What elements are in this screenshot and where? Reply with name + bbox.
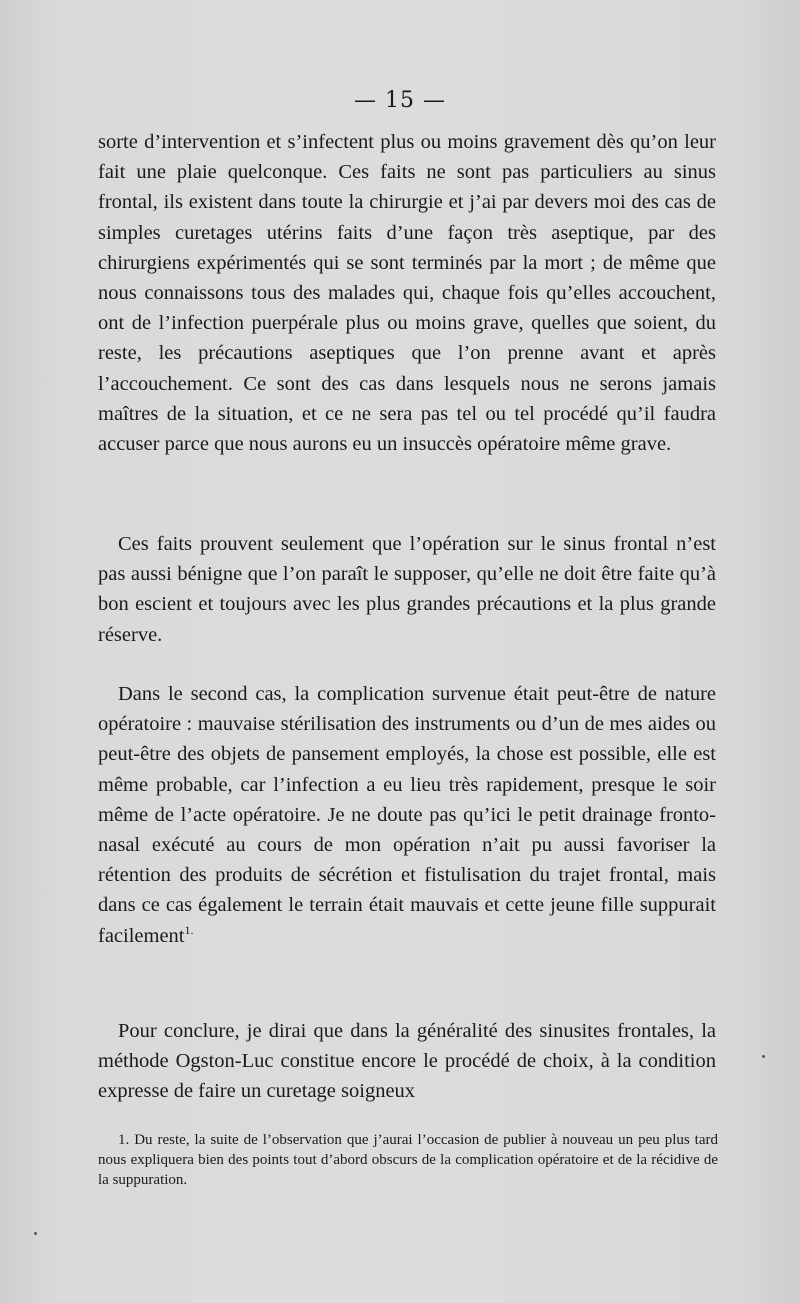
- paper-speck: [762, 1055, 765, 1058]
- paragraph-conclusion-first-case: [98, 529, 716, 650]
- footnote: 1. Du reste, la suite de l’observation que j’aurai l’occasion de publier à nouveau un peu plus tard nous expliquera bien des points tout d’abord obscurs de la complication opératoire et de la récidive de la suppuration.: [98, 1132, 718, 1188]
- footnote-reference: 1.: [184, 922, 194, 937]
- paragraph-text: sorte d’intervention et s’infectent plus ou moins gravement dès qu’on leur fait une plaie quelconque. Ces faits ne sont pas particuliers au sinus frontal, ils existent dans toute la chirurgie et j’ai par devers moi des cas de simples curetages utérins faits d’une façon très aseptique, par des chirurgiens expérimentés qui se sont terminés par la mort ; de même que nous connaissons tous des malades qui, chaque fois qu’elles accouchent, ont de l’infection puerpérale plus ou moins grave, quelles que soient, du reste, les précautions aseptiques que l’on prenne avant et après l’accouchement. Ce sont des cas dans lesquels nous ne serons jamais maîtres de la situation, et ce ne sera pas tel ou tel procédé qu’il faudra accuser parce que nous aurons eu un insuccès opératoire même grave.: [98, 131, 716, 456]
- paragraph-text: Dans le second cas, la complication survenue était peut-être de nature opératoire : mauvaise stérilisation des instruments ou d’un de mes aides ou peut-être des objets de pansement employés, la chose est possible, elle est même probable, car l’infection a eu lieu très rapidement, presque le soir même de l’acte opératoire. Je ne doute pas qu’ici le petit drainage fronto-nasal exécuté au cours de mon opération n’ait pu aussi favoriser la rétention des produits de sécrétion et fistulisation du trajet frontal, mais dans ce cas également le terrain était mauvais et cette jeune fille suppurait facilement: [98, 683, 716, 947]
- paper-speck: [34, 1232, 37, 1235]
- paragraph-text-with-note: [98, 679, 716, 951]
- paragraph-conclusion: [98, 1016, 716, 1107]
- page-number: — 15 —: [354, 88, 446, 113]
- paragraph-second-case: [98, 679, 716, 951]
- paragraph-text: Ces faits prouvent seulement que l’opération sur le sinus frontal n’est pas aussi bénigne que l’on paraît le supposer, qu’elle ne doit être faite qu’à bon escient et toujours avec les plus grandes précautions et la plus grande réserve.: [98, 533, 716, 646]
- paragraph-text: Pour conclure, je dirai que dans la généralité des sinusites frontales, la méthode Ogston-Luc constitue encore le procédé de choix, à la condition expresse de faire un curetage soigneux: [98, 1020, 716, 1103]
- paragraph-continuation: [98, 127, 716, 459]
